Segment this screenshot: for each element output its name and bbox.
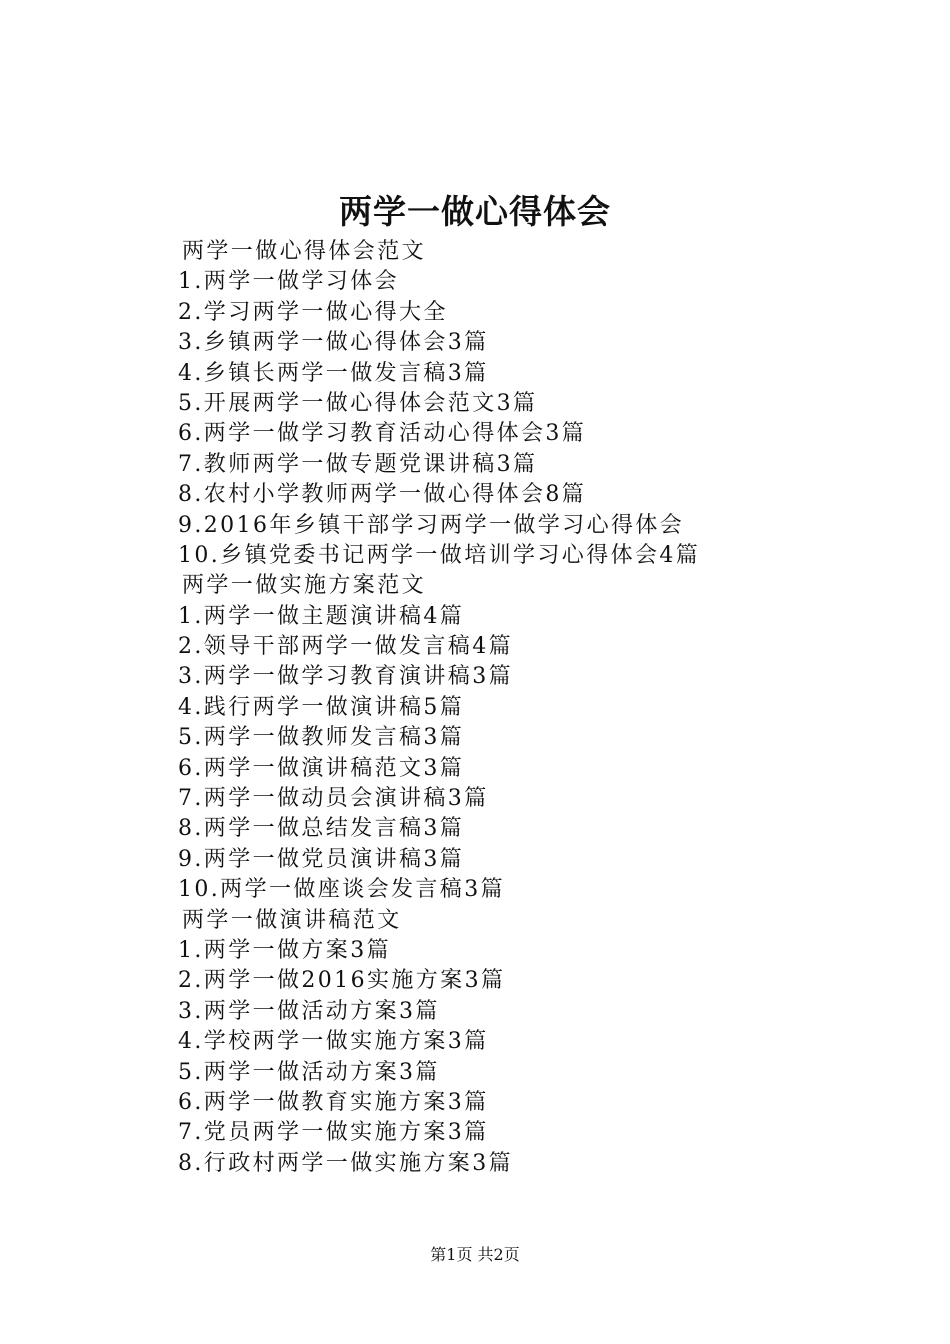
list-item: 2.两学一做2016实施方案3篇 — [178, 968, 506, 994]
list-item: 8.行政村两学一做实施方案3篇 — [178, 1150, 513, 1176]
list-item: 1.两学一做主题演讲稿4篇 — [178, 603, 465, 629]
list-item: 2.学习两学一做心得大全 — [178, 299, 448, 325]
list-item: 8.农村小学教师两学一做心得体会8篇 — [178, 482, 587, 508]
list-item: 7.党员两学一做实施方案3篇 — [178, 1120, 489, 1146]
page-footer: 第1页 共2页 — [430, 1245, 520, 1264]
list-item: 6.两学一做学习教育活动心得体会3篇 — [178, 421, 587, 447]
list-item: 1.两学一做方案3篇 — [178, 937, 391, 963]
list-item: 4.乡镇长两学一做发言稿3篇 — [178, 360, 489, 386]
list-item: 10.乡镇党委书记两学一做培训学习心得体会4篇 — [178, 542, 701, 568]
list-item: 2.领导干部两学一做发言稿4篇 — [178, 634, 513, 660]
section-3 — [178, 906, 878, 1180]
list-item: 4.践行两学一做演讲稿5篇 — [178, 694, 465, 720]
list-item: 8.两学一做总结发言稿3篇 — [178, 816, 465, 842]
list-item: 9.两学一做党员演讲稿3篇 — [178, 846, 465, 872]
list-item: 5.两学一做活动方案3篇 — [178, 1059, 440, 1085]
section-heading: 两学一做演讲稿范文 — [182, 907, 402, 933]
section-1 — [178, 237, 878, 571]
list-item: 7.两学一做动员会演讲稿3篇 — [178, 786, 489, 812]
list-item: 6.两学一做演讲稿范文3篇 — [178, 755, 465, 781]
list-item: 6.两学一做教育实施方案3篇 — [178, 1089, 489, 1115]
list-item: 9.2016年乡镇干部学习两学一做学习心得体会 — [178, 512, 685, 538]
list-item: 5.两学一做教师发言稿3篇 — [178, 725, 465, 751]
list-item: 10.两学一做座谈会发言稿3篇 — [178, 877, 505, 903]
list-item: 7.教师两学一做专题党课讲稿3篇 — [178, 451, 538, 477]
list-item: 1.两学一做学习体会 — [178, 269, 399, 295]
list-item: 4.学校两学一做实施方案3篇 — [178, 1029, 489, 1055]
list-item: 3.两学一做活动方案3篇 — [178, 998, 440, 1024]
list-item: 3.乡镇两学一做心得体会3篇 — [178, 330, 489, 356]
section-2 — [178, 571, 878, 905]
section-heading: 两学一做实施方案范文 — [182, 573, 427, 599]
document-body — [178, 237, 878, 1179]
list-item: 5.开展两学一做心得体会范文3篇 — [178, 390, 538, 416]
page-title: 两学一做心得体会 — [339, 192, 611, 231]
list-item: 3.两学一做学习教育演讲稿3篇 — [178, 664, 513, 690]
section-heading: 两学一做心得体会范文 — [182, 239, 427, 264]
